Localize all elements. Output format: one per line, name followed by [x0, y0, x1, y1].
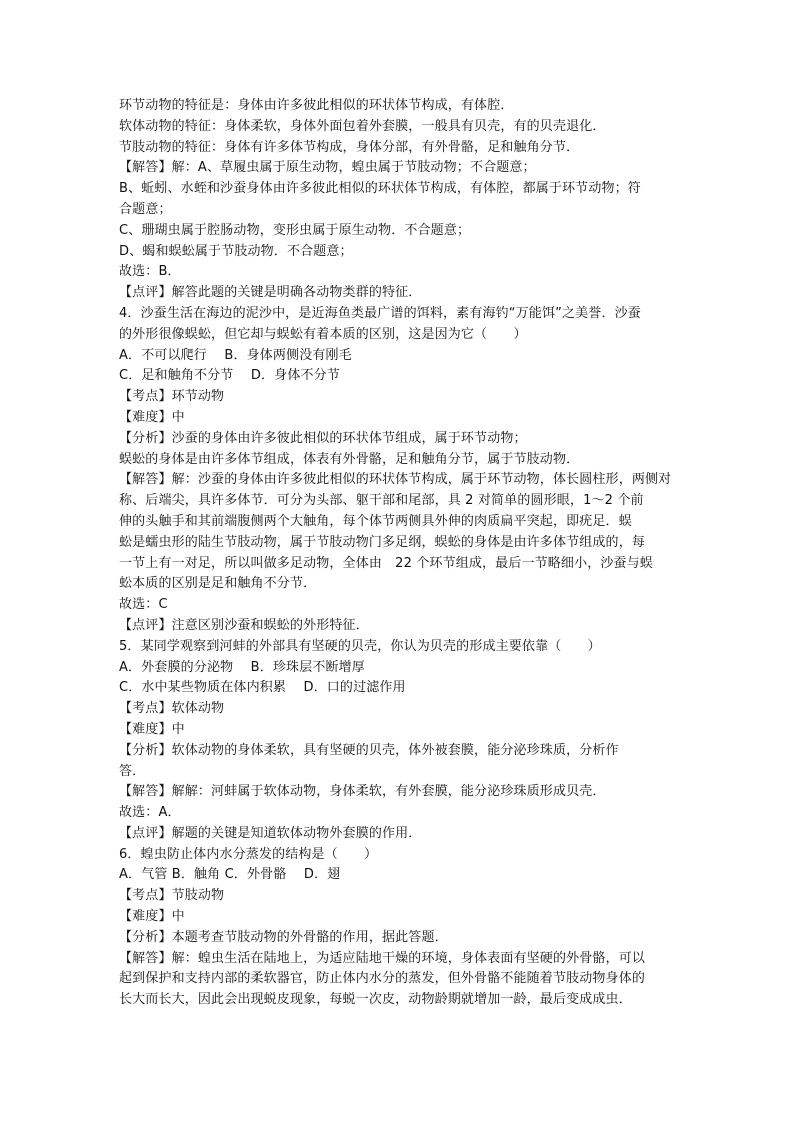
text-line: 一节上有一对足，所以叫做多足动物，全体由 22 个环节组成，最后一节略细小，沙蚕与蜈	[119, 555, 653, 571]
text-line: 答．	[119, 763, 146, 779]
text-line: 称、后端尖，具许多体节．可分为头部、躯干部和尾部，具 2 对简单的圆形眼，1～2 个前	[119, 493, 644, 509]
answer-line: 【解答】解：A、草履虫属于原生动物，蝗虫属于节肢动物；不合题意；	[119, 160, 536, 176]
text-line: 起到保护和支持内部的柔软器官，防止体内水分的蒸发，但外骨骼不能随着节肢动物身体的	[119, 971, 646, 987]
choice-result: 故选：B．	[119, 264, 181, 280]
choice-result: 故选：C	[119, 597, 168, 613]
analysis-line: 【分析】软体动物的身体柔软，具有坚硬的贝壳，体外被套膜，能分泌珍珠质，分析作	[119, 742, 619, 758]
text-line: 合题意；	[119, 201, 172, 217]
comment-line: 【点评】解答此题的关键是明确各动物类群的特征．	[119, 285, 422, 301]
topic-line: 【考点】软体动物	[119, 701, 225, 717]
text-line: 蜈蚣的身体是由许多体节组成，体表有外骨骼，足和触角分节，属于节肢动物．	[119, 451, 580, 467]
topic-line: 【考点】节肢动物	[119, 888, 225, 904]
answer-line: 【解答】解：沙蚕的身体由许多彼此相似的环状体节构成，属于环节动物，体长圆柱形，两侧对	[119, 472, 672, 488]
text-line: D、蝎和蜈蚣属于节肢动物．不合题意；	[119, 243, 353, 259]
text-line: 蚣是蠕虫形的陆生节肢动物，属于节肢动物门多足纲，蜈蚣的身体是由许多体节组成的，每	[119, 534, 646, 550]
analysis-line: 【分析】本题考查节肢动物的外骨骼的作用，据此答题．	[119, 929, 448, 945]
text-line: 蚣本质的区别是足和触角不分节．	[119, 576, 317, 592]
difficulty-line: 【难度】中	[119, 721, 185, 737]
document-page	[119, 96, 675, 1011]
question-4-options: A．不可以爬行 B．身体两侧没有刚毛	[119, 347, 352, 363]
answer-line: 【解答】解：蝗虫生活在陆地上，为适应陆地干燥的环境，身体表面有坚硬的外骨骼，可以	[119, 950, 646, 966]
text-line: 长大而长大，因此会出现蜕皮现象，每蜕一次皮，动物龄期就增加一龄，最后变成成虫．	[119, 992, 632, 1008]
question-4-options: C．足和触角不分节 D．身体不分节	[119, 368, 340, 384]
answer-line: 【解答】解解：河蚌属于软体动物，身体柔软，有外套膜，能分泌珍珠质形成贝壳．	[119, 784, 606, 800]
text-line: 节肢动物的特征：身体有许多体节构成，身体分部，有外骨骼，足和触角分节．	[119, 139, 580, 155]
text-line: C、珊瑚虫属于腔肠动物，变形虫属于原生动物．不合题意；	[119, 222, 471, 238]
question-6-options: A．气管 B．触角 C．外骨骼 D．翅	[119, 867, 341, 883]
difficulty-line: 【难度】中	[119, 409, 185, 425]
topic-line: 【考点】环节动物	[119, 389, 225, 405]
comment-line: 【点评】解题的关键是知道软体动物外套膜的作用．	[119, 825, 422, 841]
question-5: 5．某同学观察到河蚌的外部具有坚硬的贝壳，你认为贝壳的形成主要依靠（ ）	[119, 638, 601, 654]
difficulty-line: 【难度】中	[119, 909, 185, 925]
question-6: 6．蝗虫防止体内水分蒸发的结构是（ ）	[119, 846, 378, 862]
analysis-line: 【分析】沙蚕的身体由许多彼此相似的环状体节组成，属于环节动物；	[119, 430, 527, 446]
text-line: 环节动物的特征是：身体由许多彼此相似的环状体节构成，有体腔．	[119, 98, 514, 113]
question-4: 的外形很像蜈蚣，但它却与蜈蚣有着本质的区别，这是因为它（ ）	[119, 326, 527, 342]
text-line: 伸的头触手和其前端腹侧两个大触角，每个体节两侧具外伸的肉质扁平突起，即疣足．蜈	[119, 513, 632, 529]
text-line: B、蚯蚓、水蛭和沙蚕身体由许多彼此相似的环状体节构成，有体腔，都属于环节动物；符	[119, 181, 641, 197]
question-4: 4．沙蚕生活在海边的泥沙中，是近海鱼类最广谱的饵料，素有海钓“万能饵”之美誉．沙蚕	[119, 305, 641, 321]
question-5-options: C．水中某些物质在体内积累 D．口的过滤作用	[119, 680, 406, 696]
question-5-options: A．外套膜的分泌物 B．珍珠层不断增厚	[119, 659, 365, 675]
comment-line: 【点评】注意区别沙蚕和蜈蚣的外形特征．	[119, 617, 369, 633]
choice-result: 故选：A．	[119, 805, 181, 821]
text-line: 软体动物的特征：身体柔软，身体外面包着外套膜，一般具有贝壳，有的贝壳退化．	[119, 118, 606, 134]
